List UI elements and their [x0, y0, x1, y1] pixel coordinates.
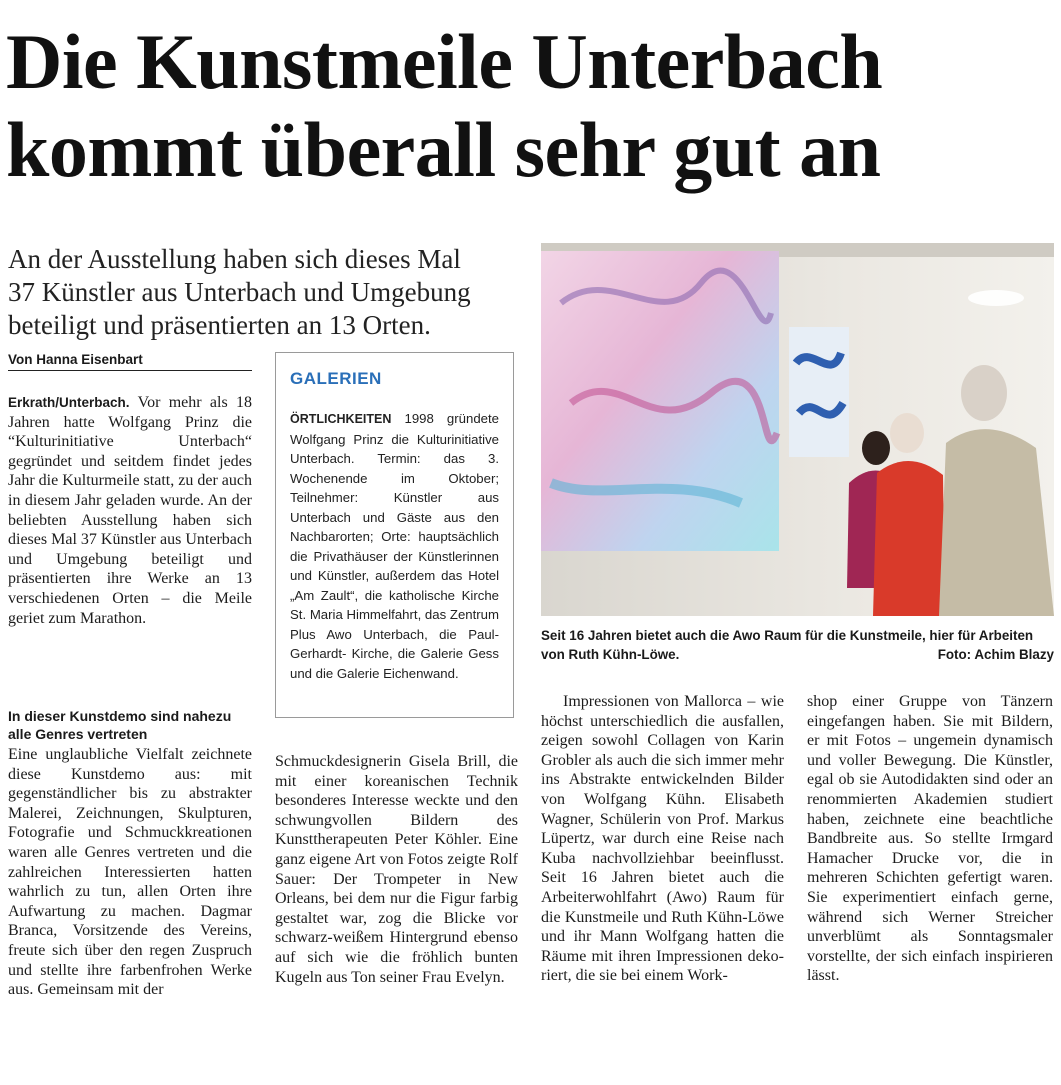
- photo-illustration: [541, 243, 1054, 616]
- subheadline: [8, 243, 528, 342]
- info-box: [275, 352, 514, 718]
- info-box-text: [290, 409, 499, 683]
- article-column-1-lower: [8, 707, 252, 1000]
- article-column-4: shop einer Gruppe von Tänzern eingefangen haben. Sie mit Bildern, er mit Fotos – ungemein dynamisch und voller Bewegung. Die Künstler, egal ob sie Autodidakten sind oder an renommierten Akademien studiert haben, zeichnete eine beachtliche Bandbreite aus. So stellte Irmgard Hamacher Drucke vor, die in mehreren Schichten gefertigt waren. Sie experimentiert einfach gerne, während sich Werner Streicher unverblümt als Sonntagsmaler vorstellte, der sich einfach inspirieren lässt.: [807, 693, 1053, 985]
- section-subheading: In dieser Kunstdemo sind nahezu alle Genres vertreten: [8, 708, 232, 742]
- headline-line-1: Die Kunstmeile Unterbach: [6, 18, 883, 105]
- col1-body: Eine unglaubliche Vielfalt zeichnete diese Kunstdemo aus: mit gegenständlicher bis zu abstrakter Malerei, Zeichnungen, Skulpturen, Fotografie und Schmuckkreationen waren alle Genres vertreten und die zahlreichen Interessierten hatten wahrlich zu tun, allen Orten ihre Aufwartung zu machen. Dagmar Branca, Vorsitzende des Vereins, freute sich über den regen Zuspruch und stellte ihre farbenfrohen Werke aus. Gemeinsam mit der: [8, 746, 252, 999]
- info-box-label: ÖRTLICHKEITEN: [290, 412, 392, 426]
- gallery-photo: [541, 243, 1054, 616]
- subhead-line-3: beteiligt und präsentierten an 13 Orten.: [8, 310, 431, 340]
- info-box-body: 1998 gründete Wolfgang Prinz die Kulturinitiative Unterbach. Termin: das 3. Wochenende im Oktober; Teilnehmer: Künstler aus Unterbach und Gäste aus den Nachbarorten; Orte: hauptsächlich die Privathäuser der Künstlerinnen und Künstler, außerdem das Hotel „Am Zault“, die katholische Kirche St. Maria Himmelfahrt, das Zentrum Plus Awo Unterbach, die Paul- Gerhardt- Kirche, die Galerie Gess und die Galerie Eichenwand.: [290, 411, 499, 681]
- article-column-1: [8, 393, 252, 628]
- article-column-2: Schmuckdesignerin Gisela Brill, die mit einer koreanischen Technik besonderes Interesse weckte und den schwungvollen Bildern des Kunsttherapeuten Peter Köhler. Eine ganz eigene Art von Fotos zeigte Rolf Sauer: Der Trompeter in New Orleans, bei dem nur die Figur farbig gestaltet war, zog die Blicke vor schwarz-weißem Hintergrund ebenso auf sich wie die fröhlich bunten Kugeln aus Ton seiner Frau Evelyn.: [275, 753, 518, 986]
- headline-line-2: kommt überall sehr gut an: [6, 106, 881, 193]
- byline: Von Hanna Eisenbart: [8, 352, 252, 371]
- headline: [6, 18, 1056, 194]
- subhead-line-1: An der Ausstellung haben sich dieses Mal: [8, 244, 461, 274]
- intro-text: Vor mehr als 18 Jahren hatte Wolfgang Prinz die “Kulturinitiative Unterbach“ gegründet und seitdem findet jedes Jahr die Kulturmeile statt, zu der auch in diesem Jahr geladen wurde. An der beliebten Ausstellung haben sich dieses Mal 37 Künstler aus Unterbach und Umgebung beteiligt und präsentierten ihre Werke an 13 verschiedenen Orten – die Meile geriet zum Marathon.: [8, 394, 252, 627]
- subhead-line-2: 37 Künstler aus Unterbach und Umgebung: [8, 277, 471, 307]
- photo-caption: [541, 626, 1054, 664]
- article-column-3: Impressionen von Mallorca – wie höchst unterschiedlich die ausfallen, zeigen sowohl Collagen von Karin Grobler als auch die sich immer mehr ins Abstrakte entwickelnden Bilder von Wolfgang Kühn. Elisabeth Wagner, Schülerin von Prof. Markus Lüpertz, war durch eine Reise nach Kuba nachvollziehbar beeinflusst. Seit 16 Jahren bietet auch die Arbeiterwohlfahrt (Awo) Raum für die Kunstmeile und Ruth Kühn-Löwe und ihr Mann Wolfgang hatten die Räume mit ihren Impressionen dekoriert, die sie bei einem Work-: [541, 693, 784, 985]
- photo-credit: Foto: Achim Blazy: [937, 647, 1054, 662]
- info-box-title: GALERIEN: [290, 369, 382, 388]
- caption-text: Seit 16 Jahren bietet auch die Awo Raum für die Kunstmeile, hier für Arbeiten von Ruth Kühn-Löwe.: [541, 628, 1034, 662]
- intro-paragraph: [8, 393, 252, 628]
- dateline: Erkrath/Unterbach.: [8, 395, 130, 410]
